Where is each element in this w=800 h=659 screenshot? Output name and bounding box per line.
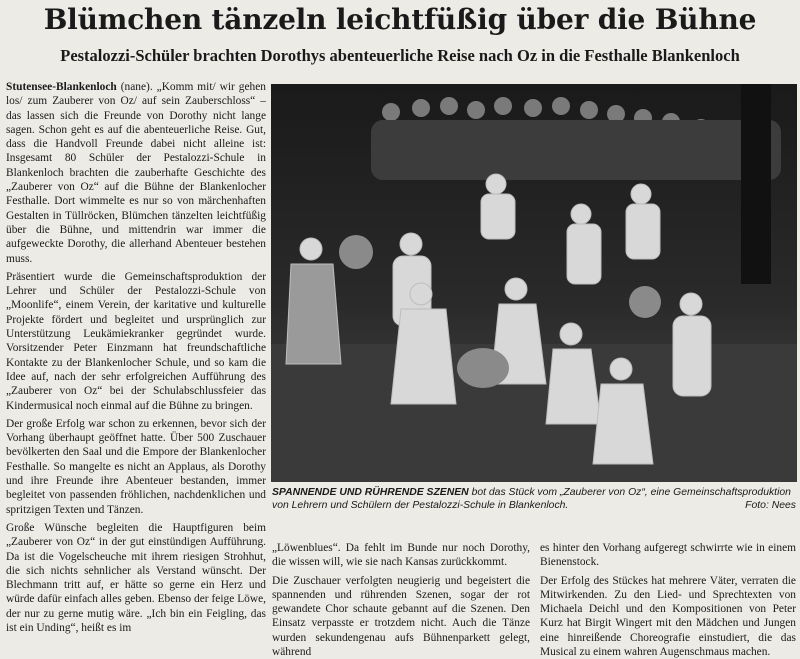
article-column-3 (540, 541, 796, 659)
article-paragraph: Der Erfolg des Stückes hat mehrere Väter, verraten die Mitwirkenden. Zu den Lied- und Sprechtexten von Michaela Deichl und den Kompositionen von Peter Kurz hat Birgit Wingert mit den Mädchen und Jungen eine hinreißende Choreografie einstudiert, die das Musical zu einem wahren Augenschmaus machen. (540, 574, 796, 659)
caption-lead: SPANNENDE UND RÜHRENDE SZENEN (272, 487, 469, 498)
article-subheadline: Pestalozzi-Schüler brachten Dorothys abenteuerliche Reise nach Oz in die Festhalle Blankenloch (60, 46, 740, 65)
article-paragraph: Die Zuschauer verfolgten neugierig und begeistert die spannenden und rührenden Szenen, sogar der rot gewandete Chor schaute gebannt auf die Szenen. Den Einsatz verpasste er trotzdem nicht. Auch die Tänze wurden sekundengenau aufs Bühnenparkett gelegt, während (272, 574, 530, 659)
caption-text: bot das Stück vom „Zauberer von Oz“, eine Gemeinschaftsproduktion von Lehrern und Schülern der Pestalozzi-Schule in Blankenloch. (272, 487, 791, 511)
photo-credit: Foto: Nees (745, 500, 796, 511)
article-paragraph: „Löwenblues“. Da fehlt im Bunde nur noch Dorothy, die wissen will, wie sie nach Kansas zurückkommt. (272, 542, 530, 569)
stage-photo-image (271, 84, 797, 482)
article-paragraph: Große Wünsche begleiten die Hauptfiguren beim „Zauberer von Oz“ in der gut einstündigen Aufführung. Da ist die Vogelscheuche mit ihrem riesigen Strohhut, die sich nichts sehnlicher als Verstand wünscht. Der Blechmann tritt auf, er hätte so gerne ein Herz und würde dafür einfach alles geben. Ebenso der feige Löwe, der nur zu gerne mutig wäre. „Ich bin ein Feigling, das ist ein Unding“, heißt es im (6, 521, 266, 634)
article-column-2 (272, 541, 530, 659)
author-tag: (nane). (120, 81, 153, 93)
dateline: Stutensee-Blankenloch (6, 81, 117, 93)
article-column-1 (6, 80, 266, 646)
stage-photo (271, 84, 797, 482)
article-paragraph: Der große Erfolg war schon zu erkennen, bevor sich der Vorhang überhaupt geöffnet hatte. Über 500 Zuschauer bevölkerten den Saal und die Empore der Blankenlocher Festhalle. So mangelte es nicht an Applaus, als Dorothy und ihre Freunde ihre Abenteuer bestanden, immer begleitet von passenden fröhlichen, nachdenklichen und spritzigen Texten und Tänzen. (6, 417, 266, 516)
photo-caption (272, 486, 796, 512)
article-headline: Blümchen tänzeln leichtfüßig über die Bühne (43, 3, 757, 36)
article-paragraph: Präsentiert wurde die Gemeinschaftsproduktion der Lehrer und Schüler der Pestalozzi-Schule von „Moonlife“, einem Verein, der karitative und kulturelle Projekte fördert und begleitet und ursprünglich zur Unterstützung Leukämiekranker gegründet wurde. Vorsitzender Peter Einzmann hat freundschaftliche Kontakte zu der Blankenlocher Schule, und so kam die Idee auf, nach der sehr erfolgreichen Aufführung des „Zauberer von Oz“ bei der Schulabschlussfeier das Kindermusical noch einmal auf die Bühne zu bringen. (6, 270, 266, 412)
article-paragraph: Stutensee-Blankenloch (nane). „Komm mit/ wir gehen los/ zum Zauberer von Oz/ auf sein Zauberschloss“ – das lassen sich die Freunde von Dorothy nicht lange sagen. Schon geht es auf die abenteuerliche Reise. Gut, dass die Handvoll Freunde dabei nicht alleine ist: Insgesamt 80 Schüler der Pestalozzi-Schule in Blankenloch brachten die zauberhafte Geschichte des „Zauberer von Oz“ auf die Bühne der Blankenlocher Festhalle. Dort wimmelte es nur so von märchenhaften Gestalten in Tüllröcken, Blümchen tänzelten leichtfüßig über die Bühne, und mittendrin war immer die aufgeweckte Dorothy, die allerhand Abenteuer bestehen muss. (6, 81, 266, 265)
article-paragraph: es hinter den Vorhang aufgeregt schwirrte wie in einem Bienenstock. (540, 542, 796, 569)
